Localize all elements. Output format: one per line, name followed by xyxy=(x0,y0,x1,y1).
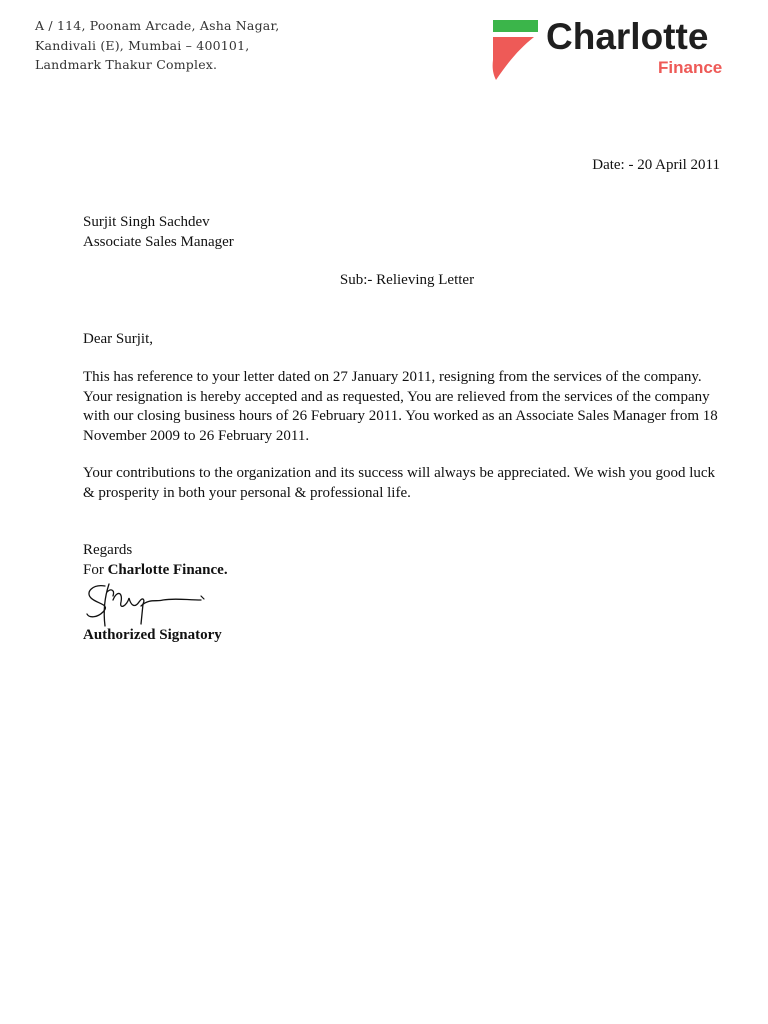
address-line: A / 114, Poonam Arcade, Asha Nagar, xyxy=(35,18,280,33)
body-paragraph: This has reference to your letter dated on 27 January 2011, resigning from the services of the company. Your resignation is hereby accepted and as requested, You are relieved from the services of the company with our closing business hours of 26 February 2011. You worked as an Associate Sales Manager from 18 November 2009 to 26 February 2011. xyxy=(83,369,718,444)
body-paragraph: Your contributions to the organization and its success will always be appreciated. We wish you good luck & prosperity in both your personal & professional life. xyxy=(83,465,716,501)
for-prefix: For xyxy=(83,561,108,578)
signatory-label: Authorized Signatory xyxy=(83,627,222,643)
salutation: Dear Surjit, xyxy=(83,331,153,347)
recipient-block xyxy=(83,213,234,252)
logo-name: Charlotte xyxy=(546,16,709,57)
letter-subject: Sub:- Relieving Letter xyxy=(339,272,475,288)
logo-mark-icon xyxy=(490,16,540,82)
regards-text: Regards xyxy=(83,542,133,558)
recipient-name: Surjit Singh Sachdev xyxy=(83,214,210,230)
for-company-line xyxy=(83,561,228,581)
address-line: Landmark Thakur Complex. xyxy=(35,57,218,72)
closing-block xyxy=(83,541,228,580)
company-address xyxy=(35,16,279,75)
company-logo xyxy=(490,16,740,84)
company-name: Charlotte Finance. xyxy=(107,561,228,578)
logo-sub: Finance xyxy=(658,58,723,77)
recipient-title: Associate Sales Manager xyxy=(83,233,234,250)
letter-date: Date: - 20 April 2011 xyxy=(592,157,720,173)
signature-icon xyxy=(83,580,208,628)
address-line: Kandivali (E), Mumbai – 400101, xyxy=(35,37,250,53)
